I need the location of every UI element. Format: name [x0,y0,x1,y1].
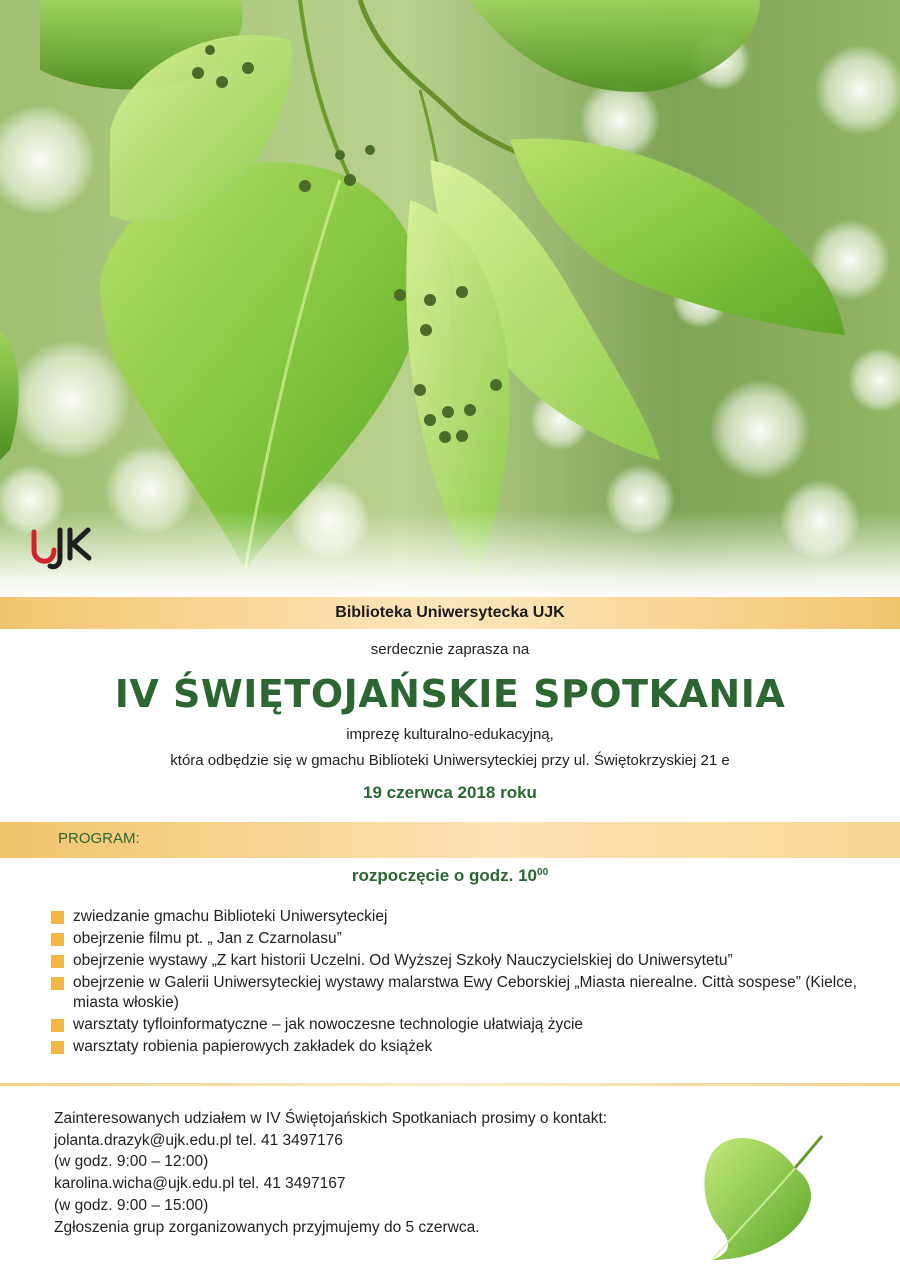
program-label: PROGRAM: [58,830,140,847]
linden-leaf-drawing [700,1128,830,1263]
list-item [48,951,868,971]
list-item [48,1015,868,1035]
start-time-text: rozpoczęcie o godz. 10 [351,866,538,885]
event-location: która odbędzie się w gmachu Biblioteki Uniwersyteckiej przy ul. Świętokrzyskiej 21 e [170,752,730,769]
list-item [48,1037,868,1057]
contact-hours-2: (w godz. 9:00 – 15:00) [54,1196,209,1214]
event-type: imprezę kulturalno-edukacyjną, [346,726,554,743]
list-item-text: obejrzenie w Galerii Uniwersyteckiej wystawy malarstwa Ewy Ceborskiej „Miasta nierealne. Città sospese” (Kielce, miasta włoskie) [73,974,857,1011]
list-item [48,907,868,927]
event-title: IV ŚWIĘTOJAŃSKIE SPOTKANIA [114,672,786,716]
square-bullet-icon [51,955,64,968]
hero-photo-linden-leaves [0,0,900,600]
square-bullet-icon [51,933,64,946]
registration-deadline: Zgłoszenia grup zorganizowanych przyjmujemy do 5 czerwca. [54,1218,480,1236]
start-time-minutes: 00 [537,867,549,878]
list-item-text: zwiedzanie gmachu Biblioteki Uniwersyteckiej [73,908,388,925]
list-item [48,973,868,1013]
section-divider [0,1083,900,1086]
list-item-text: warsztaty tyfloinformatyczne – jak nowoczesne technologie ułatwiają życie [73,1016,584,1033]
square-bullet-icon [51,1019,64,1032]
list-item-text: warsztaty robienia papierowych zakładek do książek [73,1038,433,1055]
start-time [0,866,900,886]
contact-block [54,1108,734,1238]
event-date: 19 czerwca 2018 roku [363,783,537,802]
linden-leaf-icon [700,1128,830,1263]
contact-intro: Zainteresowanych udziałem w IV Świętojańskich Spotkaniach prosimy o kontakt: [54,1110,608,1127]
list-item-text: obejrzenie filmu pt. „ Jan z Czarnolasu” [73,930,342,947]
square-bullet-icon [51,977,64,990]
square-bullet-icon [51,1041,64,1054]
list-item-text: obejrzenie wystawy „Z kart historii Uczelni. Od Wyższej Szkoły Nauczycielskiej do Uniwersytetu” [73,952,733,969]
list-item [48,929,868,949]
program-list [48,907,868,1059]
ujk-logo [28,524,98,574]
contact-email-1[interactable]: jolanta.drazyk@ujk.edu.pl tel. 41 3497176 [54,1131,343,1149]
hero-fade [0,510,900,600]
ujk-logo-mark [28,524,98,574]
square-bullet-icon [51,911,64,924]
invite-text: serdecznie zaprasza na [370,641,530,658]
organizer-name: Biblioteka Uniwersytecka UJK [335,604,565,621]
contact-email-2[interactable]: karolina.wicha@ujk.edu.pl tel. 41 3497167 [54,1175,346,1193]
contact-hours-1: (w godz. 9:00 – 12:00) [54,1153,209,1171]
